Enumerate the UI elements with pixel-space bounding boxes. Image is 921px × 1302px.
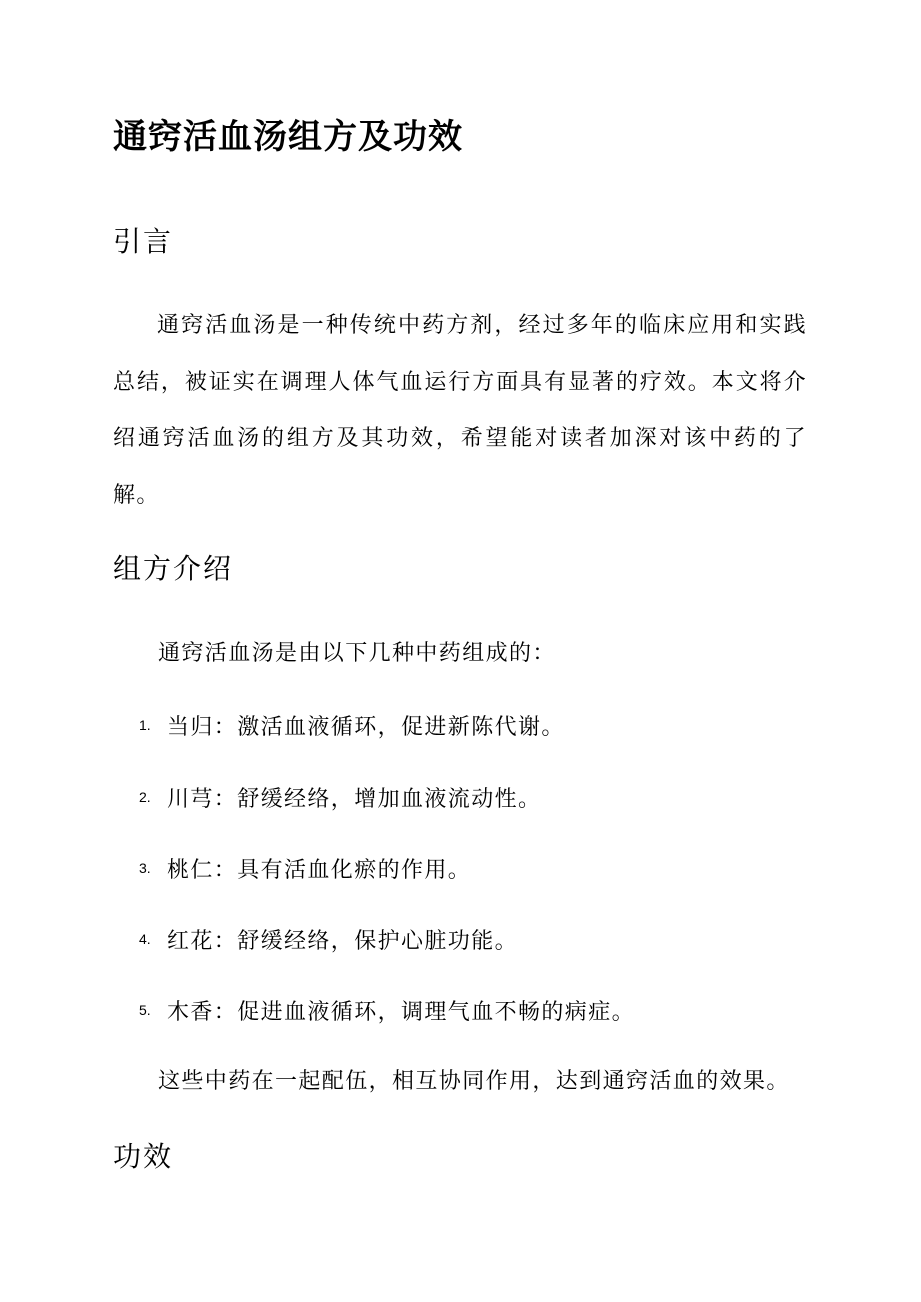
list-item-text: 当归：激活血液循环，促进新陈代谢。 — [167, 714, 565, 740]
section-heading-intro: 引言 — [113, 225, 174, 258]
list-item — [139, 705, 565, 745]
list-item — [139, 777, 541, 817]
list-item-number: 3. — [139, 860, 151, 876]
list-item-text: 桃仁：具有活血化瘀的作用。 — [167, 857, 472, 883]
list-item-number: 2. — [139, 789, 151, 805]
list-item — [139, 848, 471, 888]
composition-lead: 通窍活血汤是由以下几种中药组成的： — [158, 641, 556, 666]
list-item-number: 4. — [139, 931, 151, 947]
list-item — [139, 990, 635, 1030]
list-item-number: 5. — [139, 1002, 151, 1018]
list-item-text: 川芎：舒缓经络，增加血液流动性。 — [167, 786, 542, 812]
document-title: 通窍活血汤组方及功效 — [113, 117, 463, 157]
list-item-text: 木香：促进血液循环，调理气血不畅的病症。 — [167, 999, 636, 1025]
section-heading-composition: 组方介绍 — [113, 552, 234, 585]
list-item-number: 1. — [139, 717, 151, 733]
list-item — [139, 919, 518, 959]
composition-closing: 这些中药在一起配伍，相互协同作用，达到通窍活血的效果。 — [158, 1069, 790, 1094]
intro-paragraph: 通窍活血汤是一种传统中药方剂，经过多年的临床应用和实践总结，被证实在调理人体气血运行方面具有显著的疗效。本文将介绍通窍活血汤的组方及其功效，希望能对读者加深对该中药的了解。 — [113, 313, 807, 508]
list-item-text: 红花：舒缓经络，保护心脏功能。 — [167, 928, 519, 954]
section-heading-effects: 功效 — [113, 1140, 174, 1173]
